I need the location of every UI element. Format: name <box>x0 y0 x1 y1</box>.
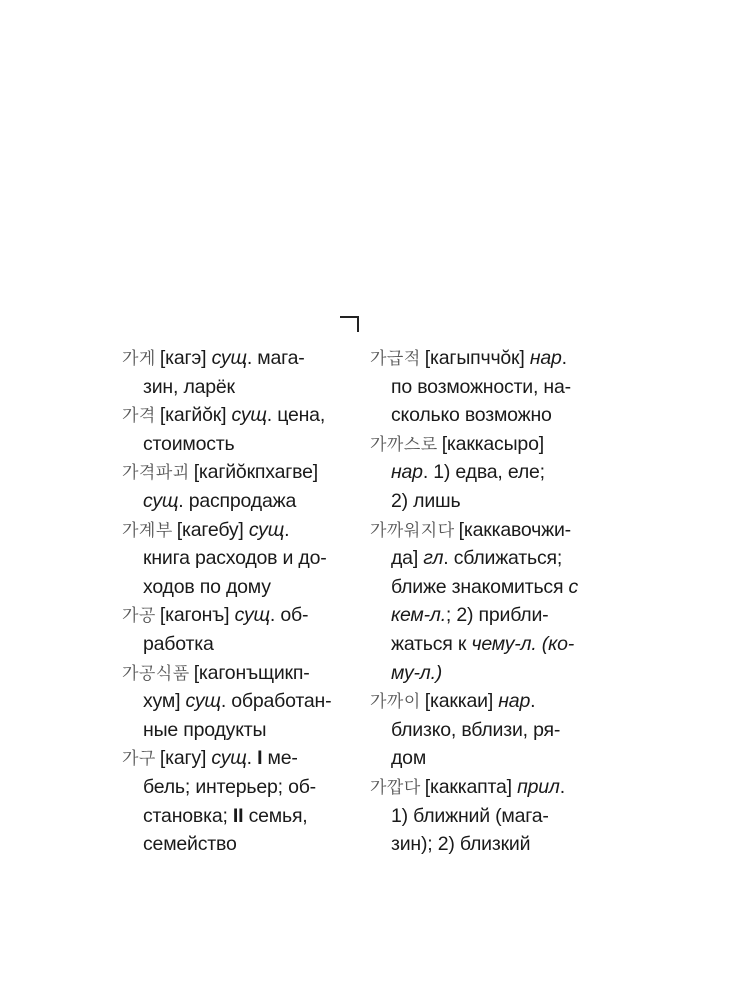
korean-headword: 가공 <box>122 606 156 627</box>
entry-continuation-line <box>370 601 602 630</box>
definition-text: . <box>559 775 565 798</box>
definition-text: [кагебу] <box>176 518 249 541</box>
korean-headword: 가공식품 <box>122 663 190 684</box>
grammar-label: кем-л. <box>391 604 446 627</box>
definition-text: . мага- <box>246 347 305 369</box>
grammar-label: с <box>568 575 579 598</box>
entry-continuation-line <box>370 716 602 745</box>
definition-text: ; 2) прибли- <box>445 604 549 627</box>
definition-text: [кагйŏкпхагве] <box>193 461 318 484</box>
grammar-label: нар <box>391 461 423 484</box>
dictionary-entry <box>122 458 354 515</box>
definition-text: семейство <box>143 833 237 856</box>
entry-first-line <box>370 344 602 373</box>
entry-continuation-line <box>370 544 602 573</box>
entry-continuation-line <box>370 401 602 430</box>
entry-continuation-line <box>370 659 602 688</box>
korean-headword: 가게 <box>122 349 156 369</box>
definition-text: жаться к <box>391 632 472 655</box>
entry-first-line <box>122 601 354 630</box>
dictionary-entry <box>370 430 602 516</box>
grammar-label: сущ <box>185 690 221 713</box>
definition-text: [кагу] <box>159 747 212 770</box>
definition-text: . сближаться; <box>443 547 563 570</box>
entry-first-line <box>370 430 602 459</box>
definition-text: близко, вблизи, ря- <box>391 718 561 741</box>
entry-continuation-line <box>122 373 354 402</box>
definition-text: семья, <box>243 804 308 827</box>
entry-continuation-line <box>370 573 602 602</box>
definition-text: 2) лишь <box>391 489 461 512</box>
grammar-label: сущ <box>211 747 247 770</box>
dictionary-entry <box>370 687 602 773</box>
entry-first-line <box>122 458 354 487</box>
grammar-label: чему-л. (ко- <box>471 632 575 655</box>
definition-text: [каккаи] <box>424 690 499 713</box>
entry-continuation-line <box>122 487 354 516</box>
definition-text: [каккавочжи- <box>458 518 571 541</box>
definition-text: . <box>246 747 258 770</box>
definition-text: дом <box>391 747 427 770</box>
definition-text: . <box>561 347 567 369</box>
left-column <box>122 344 354 859</box>
entry-continuation-line <box>122 830 354 859</box>
section-mark-vertical-stroke <box>357 316 359 332</box>
definition-text: . цена, <box>266 404 326 427</box>
definition-text: по возможности, на- <box>391 375 571 398</box>
korean-headword: 가까이 <box>370 692 421 713</box>
definition-text: . <box>284 518 290 541</box>
entry-first-line <box>122 344 354 373</box>
korean-headword: 가까스로 <box>370 434 438 455</box>
korean-headword: 가격 <box>122 406 156 427</box>
grammar-label: гл <box>423 547 444 570</box>
definition-text: . 1) едва, еле; <box>422 461 545 484</box>
korean-headword: 가격파괴 <box>122 463 190 484</box>
entry-first-line <box>370 687 602 716</box>
definition-text: . распродажа <box>178 489 297 512</box>
definition-text: стоимость <box>143 432 235 455</box>
definition-text: [каккапта] <box>424 775 518 798</box>
definition-text: [кагонъ] <box>159 604 235 627</box>
definition-text: [кагонъщикп- <box>193 661 310 684</box>
entry-continuation-line <box>370 487 602 516</box>
sense-number: I <box>257 747 263 770</box>
definition-text: . <box>530 690 536 713</box>
definition-text: да] <box>391 547 424 570</box>
grammar-label: сущ <box>211 347 247 369</box>
korean-headword: 가계부 <box>122 520 173 541</box>
entry-continuation-line <box>122 630 354 659</box>
entry-first-line <box>122 516 354 545</box>
entry-continuation-line <box>122 573 354 602</box>
definition-text: ходов по дому <box>143 575 271 598</box>
grammar-label: му-л.) <box>391 661 443 684</box>
right-column <box>370 344 602 859</box>
definition-text: [каккасыро] <box>441 432 544 455</box>
entry-continuation-line <box>370 830 602 859</box>
definition-text: [кагйŏк] <box>159 404 232 427</box>
entry-continuation-line <box>370 744 602 773</box>
dictionary-entry <box>122 659 354 745</box>
definition-text: становка; <box>143 804 233 827</box>
grammar-label: прил <box>517 775 560 798</box>
dictionary-entry <box>122 516 354 602</box>
definition-text: 1) ближний (мага- <box>391 804 549 827</box>
entry-first-line <box>370 773 602 802</box>
definition-text: ные продукты <box>143 718 267 741</box>
dictionary-entry <box>122 744 354 858</box>
definition-text: [кагэ] <box>159 347 212 369</box>
grammar-label: сущ <box>248 518 285 541</box>
entry-continuation-line <box>370 458 602 487</box>
entry-continuation-line <box>122 430 354 459</box>
grammar-label: сущ <box>231 404 267 427</box>
definition-text: зин, ларёк <box>143 375 235 398</box>
entry-first-line <box>122 744 354 773</box>
definition-text: бель; интерьер; об- <box>143 775 316 798</box>
dictionary-entry <box>370 344 602 430</box>
definition-text: книга расходов и до- <box>143 547 327 570</box>
definition-text: ближе знакомиться <box>391 575 569 598</box>
definition-text: работка <box>143 632 214 655</box>
dictionary-entry <box>122 401 354 458</box>
dictionary-entry <box>370 773 602 859</box>
entry-continuation-line <box>122 687 354 716</box>
entry-continuation-line <box>370 630 602 659</box>
entry-first-line <box>122 659 354 688</box>
dictionary-entry <box>122 601 354 658</box>
definition-text: . об- <box>269 604 309 627</box>
entry-continuation-line <box>370 802 602 831</box>
definition-text: сколько возможно <box>391 404 552 427</box>
dictionary-entry <box>370 516 602 688</box>
korean-headword: 가깝다 <box>370 777 421 798</box>
grammar-label: нар <box>529 347 562 369</box>
entry-continuation-line <box>122 544 354 573</box>
definition-text: хум] <box>143 690 186 713</box>
sense-number: II <box>232 804 244 827</box>
dictionary-entry <box>122 344 354 401</box>
korean-headword: 가까워지다 <box>370 520 455 541</box>
entry-continuation-line <box>122 716 354 745</box>
korean-headword: 가구 <box>122 749 156 770</box>
grammar-label: сущ <box>143 489 179 512</box>
definition-text: ме- <box>262 747 298 770</box>
definition-text: зин); 2) близкий <box>391 833 531 856</box>
entry-continuation-line <box>370 373 602 402</box>
grammar-label: сущ <box>234 604 270 627</box>
grammar-label: нар <box>498 690 531 713</box>
section-letter-mark <box>340 316 360 332</box>
entry-first-line <box>370 516 602 545</box>
definition-text: . обработан- <box>220 690 332 713</box>
definition-text: [кагыпччŏк] <box>424 347 530 369</box>
korean-headword: 가급적 <box>370 349 421 369</box>
entry-continuation-line <box>122 802 354 831</box>
entry-continuation-line <box>122 773 354 802</box>
entry-first-line <box>122 401 354 430</box>
